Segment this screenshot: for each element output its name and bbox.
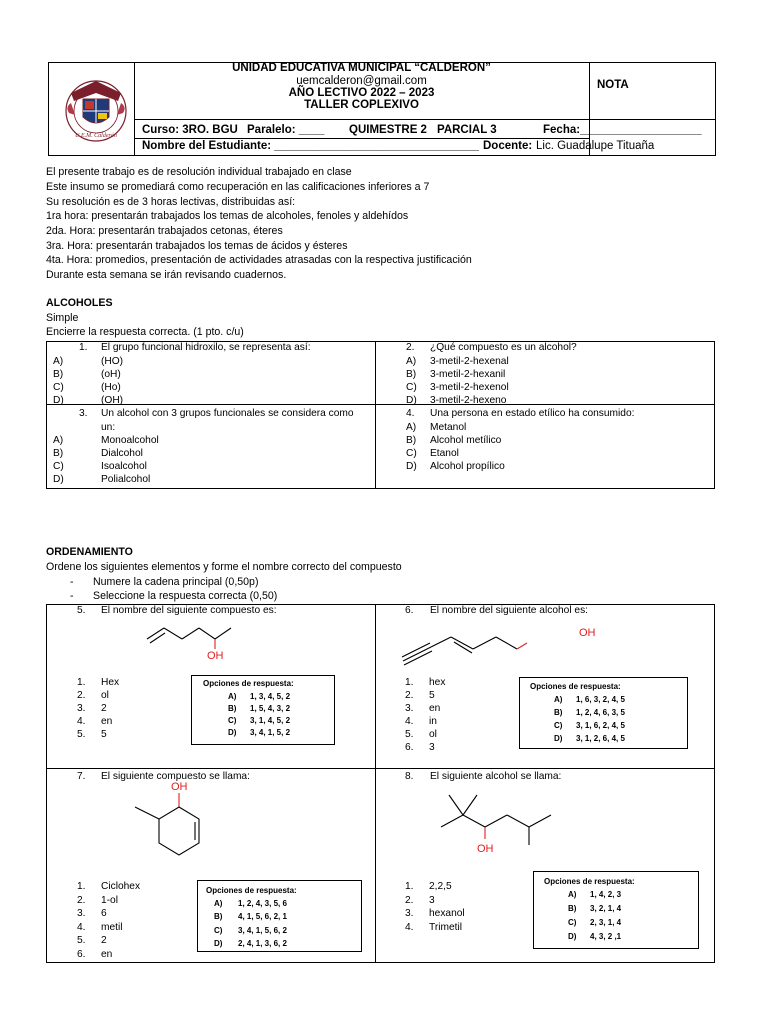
option-letter: D) [53, 474, 64, 485]
option-text[interactable]: Alcohol propílico [430, 461, 505, 472]
item-number: 2. [405, 690, 414, 701]
option-letter: D) [554, 734, 563, 743]
question-text: Una persona en estado etílico ha consumido: [430, 408, 635, 419]
hydroxyl-label: OH [579, 627, 596, 639]
option-text[interactable]: 2, 4, 1, 3, 6, 2 [238, 939, 287, 948]
answer-options-box [533, 871, 699, 949]
item-number: 3. [405, 703, 414, 714]
option-letter: B) [554, 708, 563, 717]
option-text[interactable]: 1, 2, 4, 3, 5, 6 [238, 899, 287, 908]
section-instruction: Encierre la respuesta correcta. (1 pto. c/u) [46, 326, 244, 338]
option-letter: B) [214, 912, 223, 921]
structure-q8 [437, 793, 567, 853]
docente-name: Lic. Guadalupe Tituaña [536, 140, 655, 152]
intro-line: Este insumo se promediará como recuperación en las calificaciones inferiores a 7 [46, 181, 430, 193]
option-text[interactable]: 3-metil-2-hexanil [430, 369, 506, 380]
option-letter: A) [406, 356, 417, 367]
item-number: 1. [77, 677, 86, 688]
option-text[interactable]: (HO) [101, 356, 124, 367]
intro-line: 2da. Hora: presentarán trabajados cetonas, éteres [46, 225, 283, 237]
nota-label: NOTA [597, 79, 629, 91]
question-number: 4. [406, 408, 415, 419]
question-text: El nombre del siguiente alcohol es: [430, 605, 589, 616]
item-text: 2 [101, 703, 107, 714]
answer-options-box [519, 677, 688, 749]
item-text: 5 [101, 729, 107, 740]
item-text: hexanol [429, 908, 465, 919]
option-text[interactable]: Dialcohol [101, 448, 143, 459]
option-letter: D) [406, 461, 417, 472]
item-text: 3 [429, 895, 435, 906]
option-text[interactable]: Etanol [430, 448, 459, 459]
option-text[interactable]: 1, 4, 2, 3 [590, 890, 622, 899]
hydroxyl-label: OH [171, 781, 188, 793]
structure-q5 [147, 619, 247, 659]
item-number: 3. [77, 908, 86, 919]
item-text: in [429, 716, 437, 727]
option-text[interactable]: 3, 1, 4, 5, 2 [250, 716, 291, 725]
item-text: hex [429, 677, 446, 688]
section-title-alcoholes: ALCOHOLES [46, 297, 113, 309]
item-text: 3 [429, 742, 435, 753]
item-number: 3. [405, 908, 414, 919]
option-letter: D) [53, 395, 64, 406]
option-letter: D) [568, 932, 577, 941]
item-text: 2 [101, 935, 107, 946]
header-table [48, 62, 716, 156]
item-text: Trimetil [429, 922, 463, 933]
question-text: El siguiente compuesto se llama: [101, 771, 250, 782]
item-number: 4. [405, 716, 414, 727]
options-title: Opciones de respuesta: [203, 679, 294, 688]
fecha-field[interactable]: Fecha:___________________ [543, 124, 702, 136]
item-number: 5. [77, 935, 86, 946]
option-text[interactable]: 1, 6, 3, 2, 4, 5 [576, 695, 625, 704]
question-text: El siguiente alcohol se llama: [430, 771, 562, 782]
question-number: 7. [77, 771, 86, 782]
school-name: UNIDAD EDUCATIVA MUNICIPAL “CALDERON” [232, 62, 491, 74]
item-text: en [429, 703, 441, 714]
option-letter: C) [568, 918, 577, 927]
item-text: 1-ol [101, 895, 118, 906]
item-number: 5. [77, 729, 86, 740]
option-letter: B) [53, 369, 64, 380]
option-letter: B) [228, 704, 237, 713]
item-text: ol [101, 690, 109, 701]
item-number: 6. [405, 742, 414, 753]
item-text: 2,2,5 [429, 881, 452, 892]
quimestre-label: QUIMESTRE 2 [349, 124, 427, 136]
structure-q6 [403, 627, 543, 667]
option-letter: A) [406, 422, 417, 433]
intro-line: Su resolución es de 3 horas lectivas, distribuidas así: [46, 196, 296, 208]
option-letter: A) [554, 695, 563, 704]
school-email: uemcalderon@gmail.com [296, 75, 427, 87]
option-text[interactable]: 3, 4, 1, 5, 2 [250, 728, 291, 737]
item-number: 3. [77, 703, 86, 714]
question-number: 5. [77, 605, 86, 616]
bullet-dash: - [70, 576, 74, 588]
option-text[interactable]: 3-metil-2-hexeno [430, 395, 507, 406]
options-title: Opciones de respuesta: [206, 886, 297, 895]
logo-ring-text: U.E.M. Calderón [75, 133, 117, 139]
option-text[interactable]: 4, 1, 5, 6, 2, 1 [238, 912, 287, 921]
item-number: 1. [405, 677, 414, 688]
option-text[interactable]: Alcohol metílico [430, 435, 502, 446]
option-letter: A) [53, 435, 64, 446]
option-letter: B) [406, 369, 417, 380]
question-text: El nombre del siguiente compuesto es: [101, 605, 277, 616]
option-text[interactable]: (Ho) [101, 382, 121, 393]
option-letter: B) [406, 435, 417, 446]
parcial-label: PARCIAL 3 [437, 124, 497, 136]
option-text[interactable]: 2, 3, 1, 4 [590, 918, 622, 927]
option-letter: A) [214, 899, 223, 908]
item-number: 2. [77, 690, 86, 701]
item-number: 6. [77, 949, 86, 960]
option-text[interactable]: 3, 1, 6, 2, 4, 5 [576, 721, 625, 730]
item-text: Hex [101, 677, 120, 688]
option-text[interactable]: 4, 3, 2 ,1 [590, 932, 622, 941]
option-letter: C) [228, 716, 237, 725]
option-letter: C) [406, 382, 417, 393]
option-letter: C) [53, 382, 64, 393]
option-text[interactable]: 3-metil-2-hexenol [430, 382, 509, 393]
question-text: Un alcohol con 3 grupos funcionales se considera como [101, 408, 354, 419]
item-text: en [101, 949, 113, 960]
intro-line: El presente trabajo es de resolución individual trabajado en clase [46, 166, 352, 178]
option-text[interactable]: 1, 2, 4, 6, 3, 5 [576, 708, 625, 717]
option-letter: A) [228, 692, 237, 701]
hydroxyl-label: OH [207, 650, 224, 662]
section-title-ordenamiento: ORDENAMIENTO [46, 546, 133, 558]
option-letter: D) [406, 395, 417, 406]
option-text[interactable]: Monoalcohol [101, 435, 159, 446]
question-text: El grupo funcional hidroxilo, se representa así: [101, 342, 311, 353]
student-name-field[interactable]: Nombre del Estudiante: ________________________________ [142, 140, 479, 152]
item-text: Ciclohex [101, 881, 141, 892]
section-subtitle: Simple [46, 312, 79, 324]
option-text[interactable]: 3-metil-2-hexenal [430, 356, 509, 367]
option-text[interactable]: Polialcohol [101, 474, 151, 485]
option-text[interactable]: Isoalcohol [101, 461, 147, 472]
item-number: 2. [77, 895, 86, 906]
item-number: 2. [405, 895, 414, 906]
bullet-text: Numere la cadena principal (0,50p) [93, 576, 259, 588]
question-number: 8. [405, 771, 414, 782]
section-instruction: Ordene los siguientes elementos y forme el nombre correcto del compuesto [46, 561, 402, 573]
item-text: metil [101, 922, 123, 933]
option-letter: D) [228, 728, 237, 737]
question-number: 3. [79, 408, 88, 419]
answer-options-box [197, 880, 362, 952]
option-text[interactable]: (oH) [101, 369, 121, 380]
question-text-cont: un: [101, 422, 116, 433]
workshop-title: TALLER COPLEXIVO [304, 99, 419, 111]
intro-line: 1ra hora: presentarán trabajados los temas de alcoholes, fenoles y aldehídos [46, 210, 409, 222]
option-text[interactable]: 1, 3, 4, 5, 2 [250, 692, 291, 701]
item-text: ol [429, 729, 437, 740]
item-text: 5 [429, 690, 435, 701]
intro-line: 3ra. Hora: presentarán trabajados los temas de ácidos y ésteres [46, 240, 348, 252]
question-number: 6. [405, 605, 414, 616]
hydroxyl-label: OH [477, 843, 494, 855]
structure-q7 [129, 793, 219, 873]
question-text: ¿Qué compuesto es un alcohol? [430, 342, 577, 353]
school-year: AÑO LECTIVO 2022 – 2023 [288, 87, 435, 99]
docente-label: Docente: [483, 140, 533, 152]
school-logo [63, 71, 129, 151]
bullet-text: Seleccione la respuesta correcta (0,50) [93, 590, 278, 602]
intro-line: 4ta. Hora: promedios, presentación de actividades atrasadas con la respectiva justificación [46, 254, 472, 266]
option-letter: C) [53, 461, 64, 472]
answer-options-box [191, 675, 335, 745]
question-number: 2. [406, 342, 415, 353]
option-letter: C) [214, 926, 223, 935]
item-text: 6 [101, 908, 107, 919]
option-letter: B) [53, 448, 64, 459]
item-text: en [101, 716, 113, 727]
bullet-dash: - [70, 590, 74, 602]
option-letter: B) [568, 904, 577, 913]
question-number: 1. [79, 342, 88, 353]
paralelo-label: Paralelo: ____ [247, 124, 325, 136]
option-letter: A) [53, 356, 64, 367]
option-letter: C) [554, 721, 563, 730]
option-text[interactable]: 1, 5, 4, 3, 2 [250, 704, 291, 713]
ordenamiento-table [46, 604, 715, 963]
curso-label: Curso: 3RO. BGU [142, 124, 238, 136]
item-number: 4. [77, 716, 86, 727]
item-number: 1. [77, 881, 86, 892]
intro-line: Durante esta semana se irán revisando cuadernos. [46, 269, 287, 281]
options-title: Opciones de respuesta: [544, 877, 635, 886]
item-number: 4. [77, 922, 86, 933]
option-text[interactable]: 3, 1, 2, 6, 4, 5 [576, 734, 625, 743]
options-title: Opciones de respuesta: [530, 682, 621, 691]
item-number: 4. [405, 922, 414, 933]
option-text[interactable]: 3, 4, 1, 5, 6, 2 [238, 926, 287, 935]
option-letter: A) [568, 890, 577, 899]
alcoholes-table [46, 341, 715, 489]
option-letter: D) [214, 939, 223, 948]
item-number: 5. [405, 729, 414, 740]
item-number: 1. [405, 881, 414, 892]
option-text[interactable]: 3, 2, 1, 4 [590, 904, 622, 913]
option-text[interactable]: (OH) [101, 395, 124, 406]
option-letter: C) [406, 448, 417, 459]
option-text[interactable]: Metanol [430, 422, 467, 433]
